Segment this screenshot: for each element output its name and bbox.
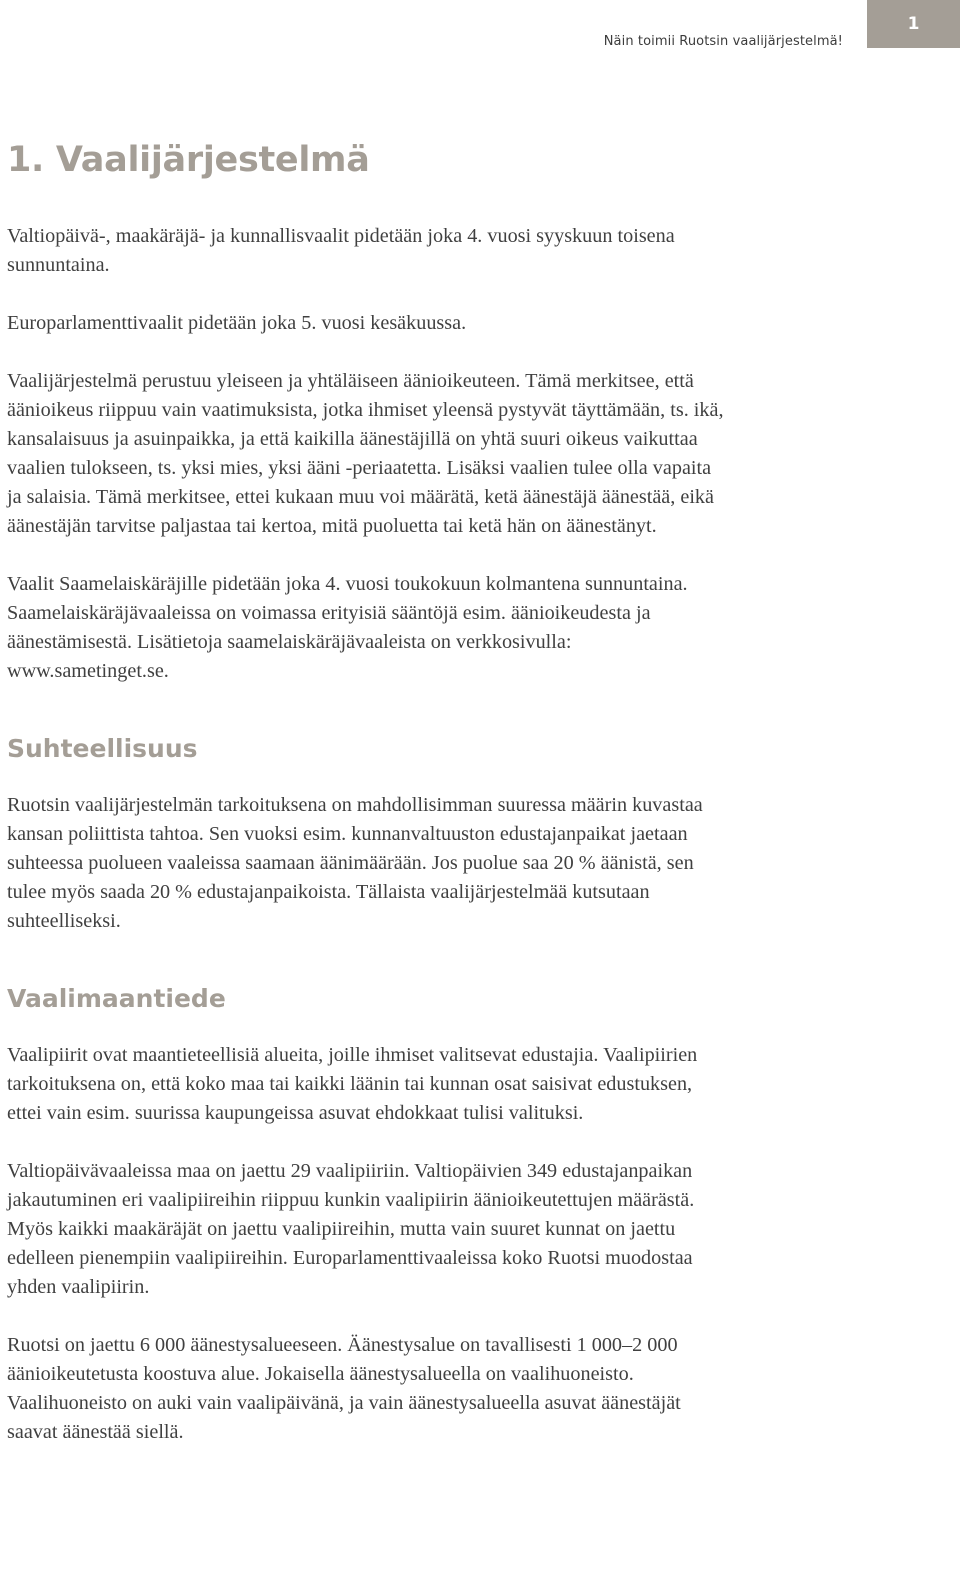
paragraph-sami-elections: Vaalit Saamelaiskäräjille pidetään joka 4. vuosi toukokuun kolmantena sunnuntaina. Saamelaiskäräjävaaleissa on voimassa erityisiä sääntöjä esim. äänioikeudesta ja äänestämisestä. Lisätietoja saamelaiskäräjävaaleista on verkkosivulla: www.sametinget.se.	[7, 573, 688, 682]
section-heading-suhteellisuus: Suhteellisuus	[7, 734, 198, 763]
paragraph-constituencies: Vaalipiirit ovat maantieteellisiä alueita, joille ihmiset valitsevat edustajia. Vaalipiirien tarkoituksena on, että koko maa tai kaikki läänin tai kunnan osat saisivat edustuksen, ettei vain esim. suurissa kaupungeissa asuvat ehdokkaat tulisi valituksi.	[7, 1044, 698, 1124]
paragraph-eu-elections: Europarlamenttivaalit pidetään joka 5. vuosi kesäkuussa.	[7, 312, 467, 334]
paragraph-election-schedule: Valtiopäivä-, maakäräjä- ja kunnallisvaalit pidetään joka 4. vuosi syyskuun toisena sunnuntaina.	[7, 225, 675, 276]
document-body	[7, 138, 727, 1476]
paragraph-voting-districts: Ruotsi on jaettu 6 000 äänestysalueeseen. Äänestysalue on tavallisesti 1 000–2 000 äänioikeutetusta koostuva alue. Jokaisella äänestysalueella on vaalihuoneisto. Vaalihuoneisto on auki vain vaalipäivänä, ja vain äänestysalueella asuvat äänestäjät saavat äänestää siellä.	[7, 1334, 681, 1443]
paragraph-suffrage: Vaalijärjestelmä perustuu yleiseen ja yhtäläiseen äänioikeuteen. Tämä merkitsee, että äänioikeus riippuu vain vaatimuksista, jotka ihmiset yleensä pystyvät täyttämään, ts. ikä, kansalaisuus ja asuinpaikka, ja että kaikilla äänestäjillä on yhtä suuri oikeus vaikuttaa vaalien tulokseen, ts. yksi mies, yksi ääni -periaatetta. Lisäksi vaalien tulee olla vapaita ja salaisia. Tämä merkitsee, ettei kukaan muu voi määrätä, ketä äänestäjä äänestää, eikä äänestäjän tarvitse paljastaa tai kertoa, mitä puoluetta tai ketä hän on äänestänyt.	[7, 370, 724, 537]
page-number: 1	[907, 14, 920, 34]
paragraph-riksdag-constituencies: Valtiopäivävaaleissa maa on jaettu 29 vaalipiiriin. Valtiopäivien 349 edustajanpaikan jakautuminen eri vaalipiireihin riippuu kunkin vaalipiirin äänioikeutettujen määrästä. Myös kaikki maakäräjät on jaettu vaalipiireihin, mutta vain suuret kunnat on jaettu edelleen pienempiin vaalipiireihin. Europarlamenttivaaleissa koko Ruotsi muodostaa yhden vaalipiirin.	[7, 1160, 695, 1298]
paragraph-proportionality: Ruotsin vaalijärjestelmän tarkoituksena on mahdollisimman suuressa määrin kuvastaa kansan poliittista tahtoa. Sen vuoksi esim. kunnanvaltuuston edustajanpaikat jaetaan suhteessa puolueen vaaleissa saamaan äänimäärään. Jos puolue saa 20 % äänistä, sen tulee myös saada 20 % edustajanpaikoista. Tällaista vaalijärjestelmää kutsutaan suhteelliseksi.	[7, 794, 703, 932]
page-number-tab	[867, 0, 960, 48]
section-heading-vaalimaantiede: Vaalimaantiede	[7, 984, 226, 1013]
running-header: Näin toimii Ruotsin vaalijärjestelmä!	[603, 34, 843, 49]
chapter-title: 1. Vaalijärjestelmä	[7, 140, 370, 180]
